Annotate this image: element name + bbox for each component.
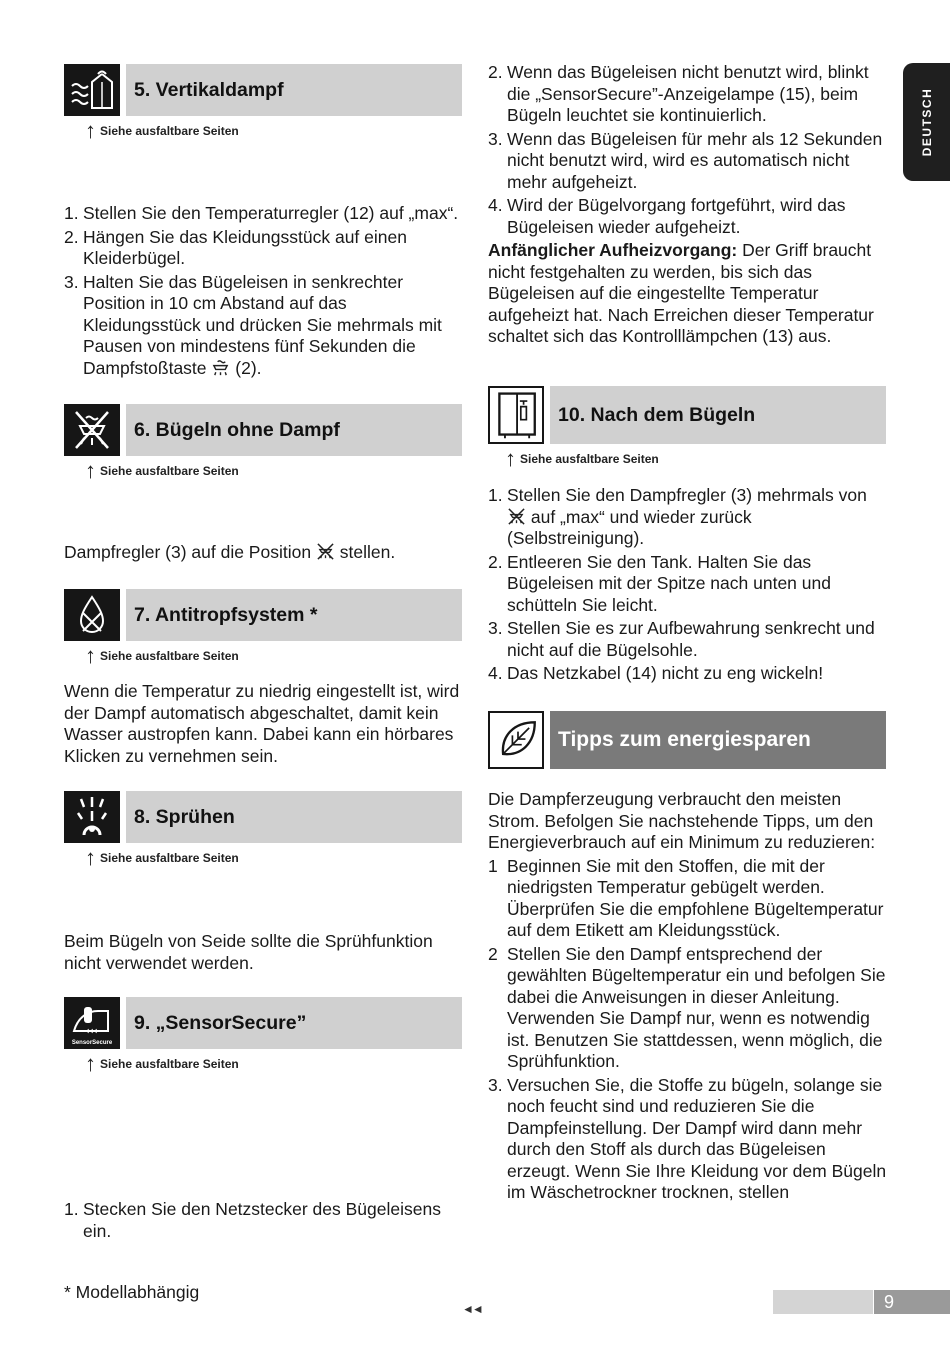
section-header-anti-drip	[64, 589, 462, 641]
see-foldout-note: ↑ Siehe ausfaltbare Seiten	[505, 446, 659, 471]
section-header-sensorsecure	[64, 997, 462, 1049]
section-header-vertical-steam	[64, 64, 462, 116]
list-item: 3. Wenn das Bügeleisen für mehr als 12 Sekunden nicht benutzt wird, wird es automatisch nicht mehr aufgeheizt.	[488, 128, 883, 192]
arrow-up-icon: ↑	[85, 845, 96, 870]
language-tab[interactable]	[903, 63, 950, 181]
section-header-energy-tips	[488, 711, 886, 769]
section-header-spray	[64, 791, 462, 843]
energy-tips-content	[488, 789, 888, 1206]
list-item: 4. Wird der Bügelvorgang fortgeführt, wird das Bügeleisen wieder aufgeheizt.	[488, 195, 846, 237]
sensorsecure-continued	[488, 62, 888, 348]
arrow-up-icon: ↑	[85, 643, 96, 668]
arrow-up-icon: ↑	[85, 1051, 96, 1076]
page-number: 9	[874, 1290, 950, 1314]
see-foldout-note: ↑ Siehe ausfaltbare Seiten	[85, 643, 239, 668]
heating-paragraph: Anfänglicher Aufheizvorgang: Der Griff braucht nicht festgehalten zu werden, bis sich das Bügeleisen auf die eingestellte Temperatur aufgeheizt hat. Nach Erreichen dieser Temperatur schaltet sich das Kontrolllämpchen (13) aus.	[488, 240, 874, 346]
section-title: 10. Nach dem Bügeln	[558, 404, 756, 426]
leaf-icon	[488, 711, 544, 769]
sensorsecure-steps	[64, 1199, 464, 1244]
list-item: 3. Stellen Sie es zur Aufbewahrung senkrecht und nicht auf die Bügelsohle.	[488, 618, 875, 660]
spray-icon	[64, 791, 120, 843]
footnote: * Modellabhängig	[64, 1282, 200, 1302]
list-item: 2. Wenn das Bügeleisen nicht benutzt wird, blinkt die „SensorSecure”-Anzeigelampe (15), beim Bügeln leuchtet sie kontinuierlich.	[488, 62, 869, 125]
see-foldout-note: ↑ Siehe ausfaltbare Seiten	[85, 458, 239, 483]
sensorsecure-icon	[64, 997, 120, 1049]
vertical-steam-steps	[64, 203, 464, 381]
list-item: 2 Stellen Sie den Dampf entsprechend der gewählten Bügeltemperatur ein und befolgen Sie dabei die Anweisungen in dieser Anleitung. Verwenden Sie Dampf nur, wenn es notwendig ist. Benutzen Sie stattdessen, wenn möglich, die Sprühfunktion.	[488, 943, 886, 1071]
arrow-up-icon: ↑	[85, 458, 96, 483]
list-item: 1 Beginnen Sie mit den Stoffen, die mit der niedrigsten Temperatur gebügelt werden. Überprüfen Sie die empfohlene Bügeltemperatur auf dem Etikett am Kleidungsstück.	[488, 855, 884, 940]
no-steam-text: Dampfregler (3) auf die Position stellen.	[64, 542, 396, 562]
page-bar	[773, 1290, 873, 1314]
see-foldout-note: ↑ Siehe ausfaltbare Seiten	[85, 1051, 239, 1076]
arrow-up-icon: ↑	[505, 446, 516, 471]
list-item: 1. Stecken Sie den Netzstecker des Bügeleisens ein.	[64, 1199, 441, 1241]
section-title: 6. Bügeln ohne Dampf	[134, 419, 340, 441]
list-item: 2. Hängen Sie das Kleidungsstück auf einen Kleiderbügel.	[64, 226, 407, 268]
list-item: 4. Das Netzkabel (14) nicht zu eng wickeln!	[488, 663, 824, 683]
section-title: Tipps zum energiesparen	[558, 728, 811, 751]
arrow-up-icon: ↑	[85, 118, 96, 143]
list-item: 2. Entleeren Sie den Tank. Halten Sie das Bügeleisen mit der Spitze nach unten und schütteln Sie leicht.	[488, 551, 831, 615]
section-header-no-steam	[64, 404, 462, 456]
see-foldout-note: ↑ Siehe ausfaltbare Seiten	[85, 118, 239, 143]
no-steam-inline-icon	[316, 542, 335, 561]
storage-cabinet-icon	[488, 386, 544, 444]
list-item: 3. Versuchen Sie, die Stoffe zu bügeln, solange sie noch feucht sind und reduzieren Sie die Dampfeinstellung. Der Dampf wird dann mehr durch den Stoff als durch das Bügeleisen erzeugt. Wenn Sie Ihre Kleidung vor dem Bügeln im Wäschetrockner trocknen, stellen	[488, 1074, 887, 1202]
language-tab-label: DEUTSCH	[919, 87, 934, 157]
steam-burst-icon	[211, 358, 230, 377]
no-steam-icon	[64, 404, 120, 456]
section-title: 5. Vertikaldampf	[134, 79, 284, 101]
after-ironing-steps	[488, 485, 888, 687]
vertical-steam-icon	[64, 64, 120, 116]
no-steam-inline-icon	[507, 507, 526, 526]
section-title: 9. „SensorSecure”	[134, 1012, 307, 1034]
svg-text:SensorSecure: SensorSecure	[71, 1040, 113, 1046]
section-header-after-ironing	[488, 386, 886, 444]
energy-tips-intro: Die Dampferzeugung verbraucht den meisten Strom. Befolgen Sie nachstehende Tipps, um den Energieverbrauch auf ein Minimum zu reduzieren:	[488, 789, 876, 852]
anti-drip-icon	[64, 589, 120, 641]
list-item: 1. Stellen Sie den Temperaturregler (12) auf „max“.	[64, 203, 459, 223]
spray-text: Beim Bügeln von Seide sollte die Sprühfunktion nicht verwendet werden.	[64, 931, 433, 973]
back-nav-marker: ◄◄	[462, 1302, 482, 1316]
list-item: 3. Halten Sie das Bügeleisen in senkrechter Position in 10 cm Abstand auf das Kleidungsstück und drücken Sie mehrmals mit Pausen von mindestens fünf Sekunden die Dampfstoßtaste (2).	[64, 271, 442, 378]
list-item: 1. Stellen Sie den Dampfregler (3) mehrmals von auf „max“ und wieder zurück (Selbstreinigung).	[488, 485, 867, 548]
anti-drip-text: Wenn die Temperatur zu niedrig eingestellt ist, wird der Dampf automatisch abgeschaltet, damit kein Wasser austropfen kann. Dabei kann ein hörbares Klicken zu vernehmen sein.	[64, 681, 460, 766]
section-title: 8. Sprühen	[134, 806, 235, 828]
see-foldout-note: ↑ Siehe ausfaltbare Seiten	[85, 845, 239, 870]
section-title: 7. Antitropfsystem *	[134, 604, 318, 626]
